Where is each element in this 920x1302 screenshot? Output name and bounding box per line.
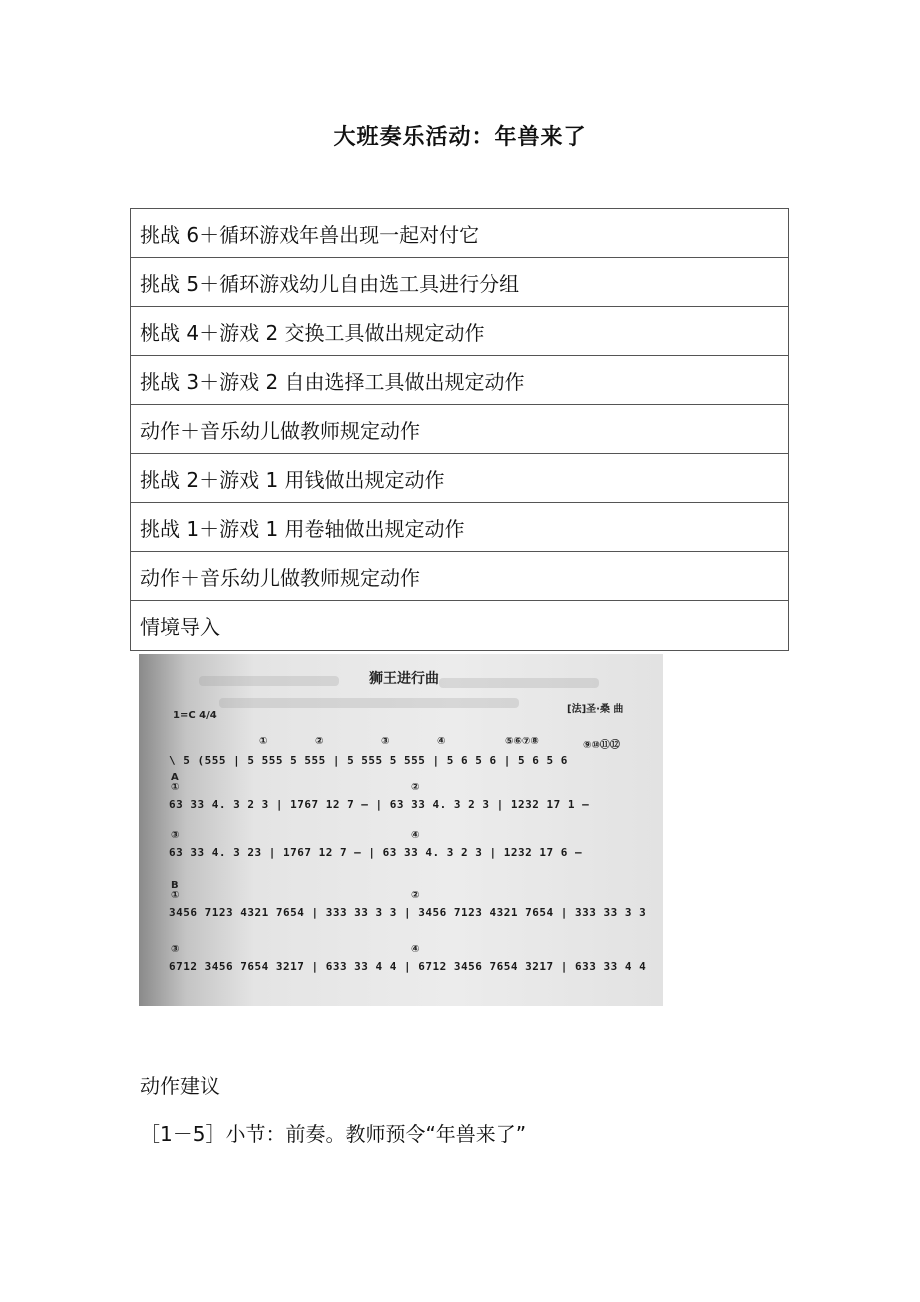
section-mark: B: [171, 880, 179, 891]
measure-mark: ⑤⑥⑦⑧: [505, 736, 539, 747]
step-row: 动作＋音乐幼儿做教师规定动作: [131, 552, 788, 601]
section-heading: 动作建议: [140, 1074, 220, 1098]
section-mark: A: [171, 772, 179, 783]
step-row: 挑战 1＋游戏 1 用卷轴做出规定动作: [131, 503, 788, 552]
step-row: 挑战 2＋游戏 1 用钱做出规定动作: [131, 454, 788, 503]
smudge: [219, 698, 519, 708]
paragraph-line: ［1－5］小节：前奏。教师预令“年兽来了”: [140, 1122, 527, 1146]
smudge: [439, 678, 599, 688]
measure-mark: ③: [171, 830, 180, 841]
measure-mark: ④: [411, 830, 420, 841]
step-row: 桃战 4＋游戏 2 交换工具做出规定动作: [131, 307, 788, 356]
measure-mark: ③: [171, 944, 180, 955]
measure-mark: ①: [171, 782, 180, 793]
measure-mark: ①: [171, 890, 180, 901]
measure-mark: ②: [411, 890, 420, 901]
document-title: 大班奏乐活动：年兽来了: [333, 125, 587, 150]
step-row: 挑战 5＋循环游戏幼儿自由选工具进行分组: [131, 258, 788, 307]
measure-mark: ④: [437, 736, 446, 747]
measure-mark: ⑨⑩⑪⑫: [583, 740, 620, 751]
sheet-music-image: [139, 654, 663, 1006]
score-composer: [法]圣·桑 曲: [567, 704, 624, 715]
score-row: 63 33 4. 3 2 3 | 1767 12 7 — | 63 33 4. 3 2 3 | 1232 17 1 —: [169, 798, 590, 811]
score-title: 狮王进行曲: [369, 671, 439, 687]
score-row: 63 33 4. 3 23 | 1767 12 7 — | 63 33 4. 3 2 3 | 1232 17 6 —: [169, 846, 583, 859]
measure-mark: ②: [411, 782, 420, 793]
measure-mark: ②: [315, 736, 324, 747]
measure-mark: ①: [259, 736, 268, 747]
measure-mark: ③: [381, 736, 390, 747]
score-row: 6712 3456 7654 3217 | 633 33 4 4 | 6712 3456 7654 3217 | 633 33 4 4: [169, 960, 647, 973]
step-row: 情境导入: [140, 615, 220, 639]
activity-steps-table: [130, 208, 789, 651]
smudge: [199, 676, 339, 686]
score-key: 1=C 4/4: [173, 710, 217, 721]
score-row: 3456 7123 4321 7654 | 333 33 3 3 | 3456 7123 4321 7654 | 333 33 3 3: [169, 906, 647, 919]
step-row: 动作＋音乐幼儿做教师规定动作: [131, 405, 788, 454]
measure-mark: ④: [411, 944, 420, 955]
step-row: 挑战 6＋循环游戏年兽出现一起对付它: [131, 209, 788, 258]
score-row: \ 5 (555 | 5 555 5 555 | 5 555 5 555 | 5 6 5 6 | 5 6 5 6: [169, 754, 568, 767]
step-row: 挑战 3＋游戏 2 自由选择工具做出规定动作: [131, 356, 788, 405]
